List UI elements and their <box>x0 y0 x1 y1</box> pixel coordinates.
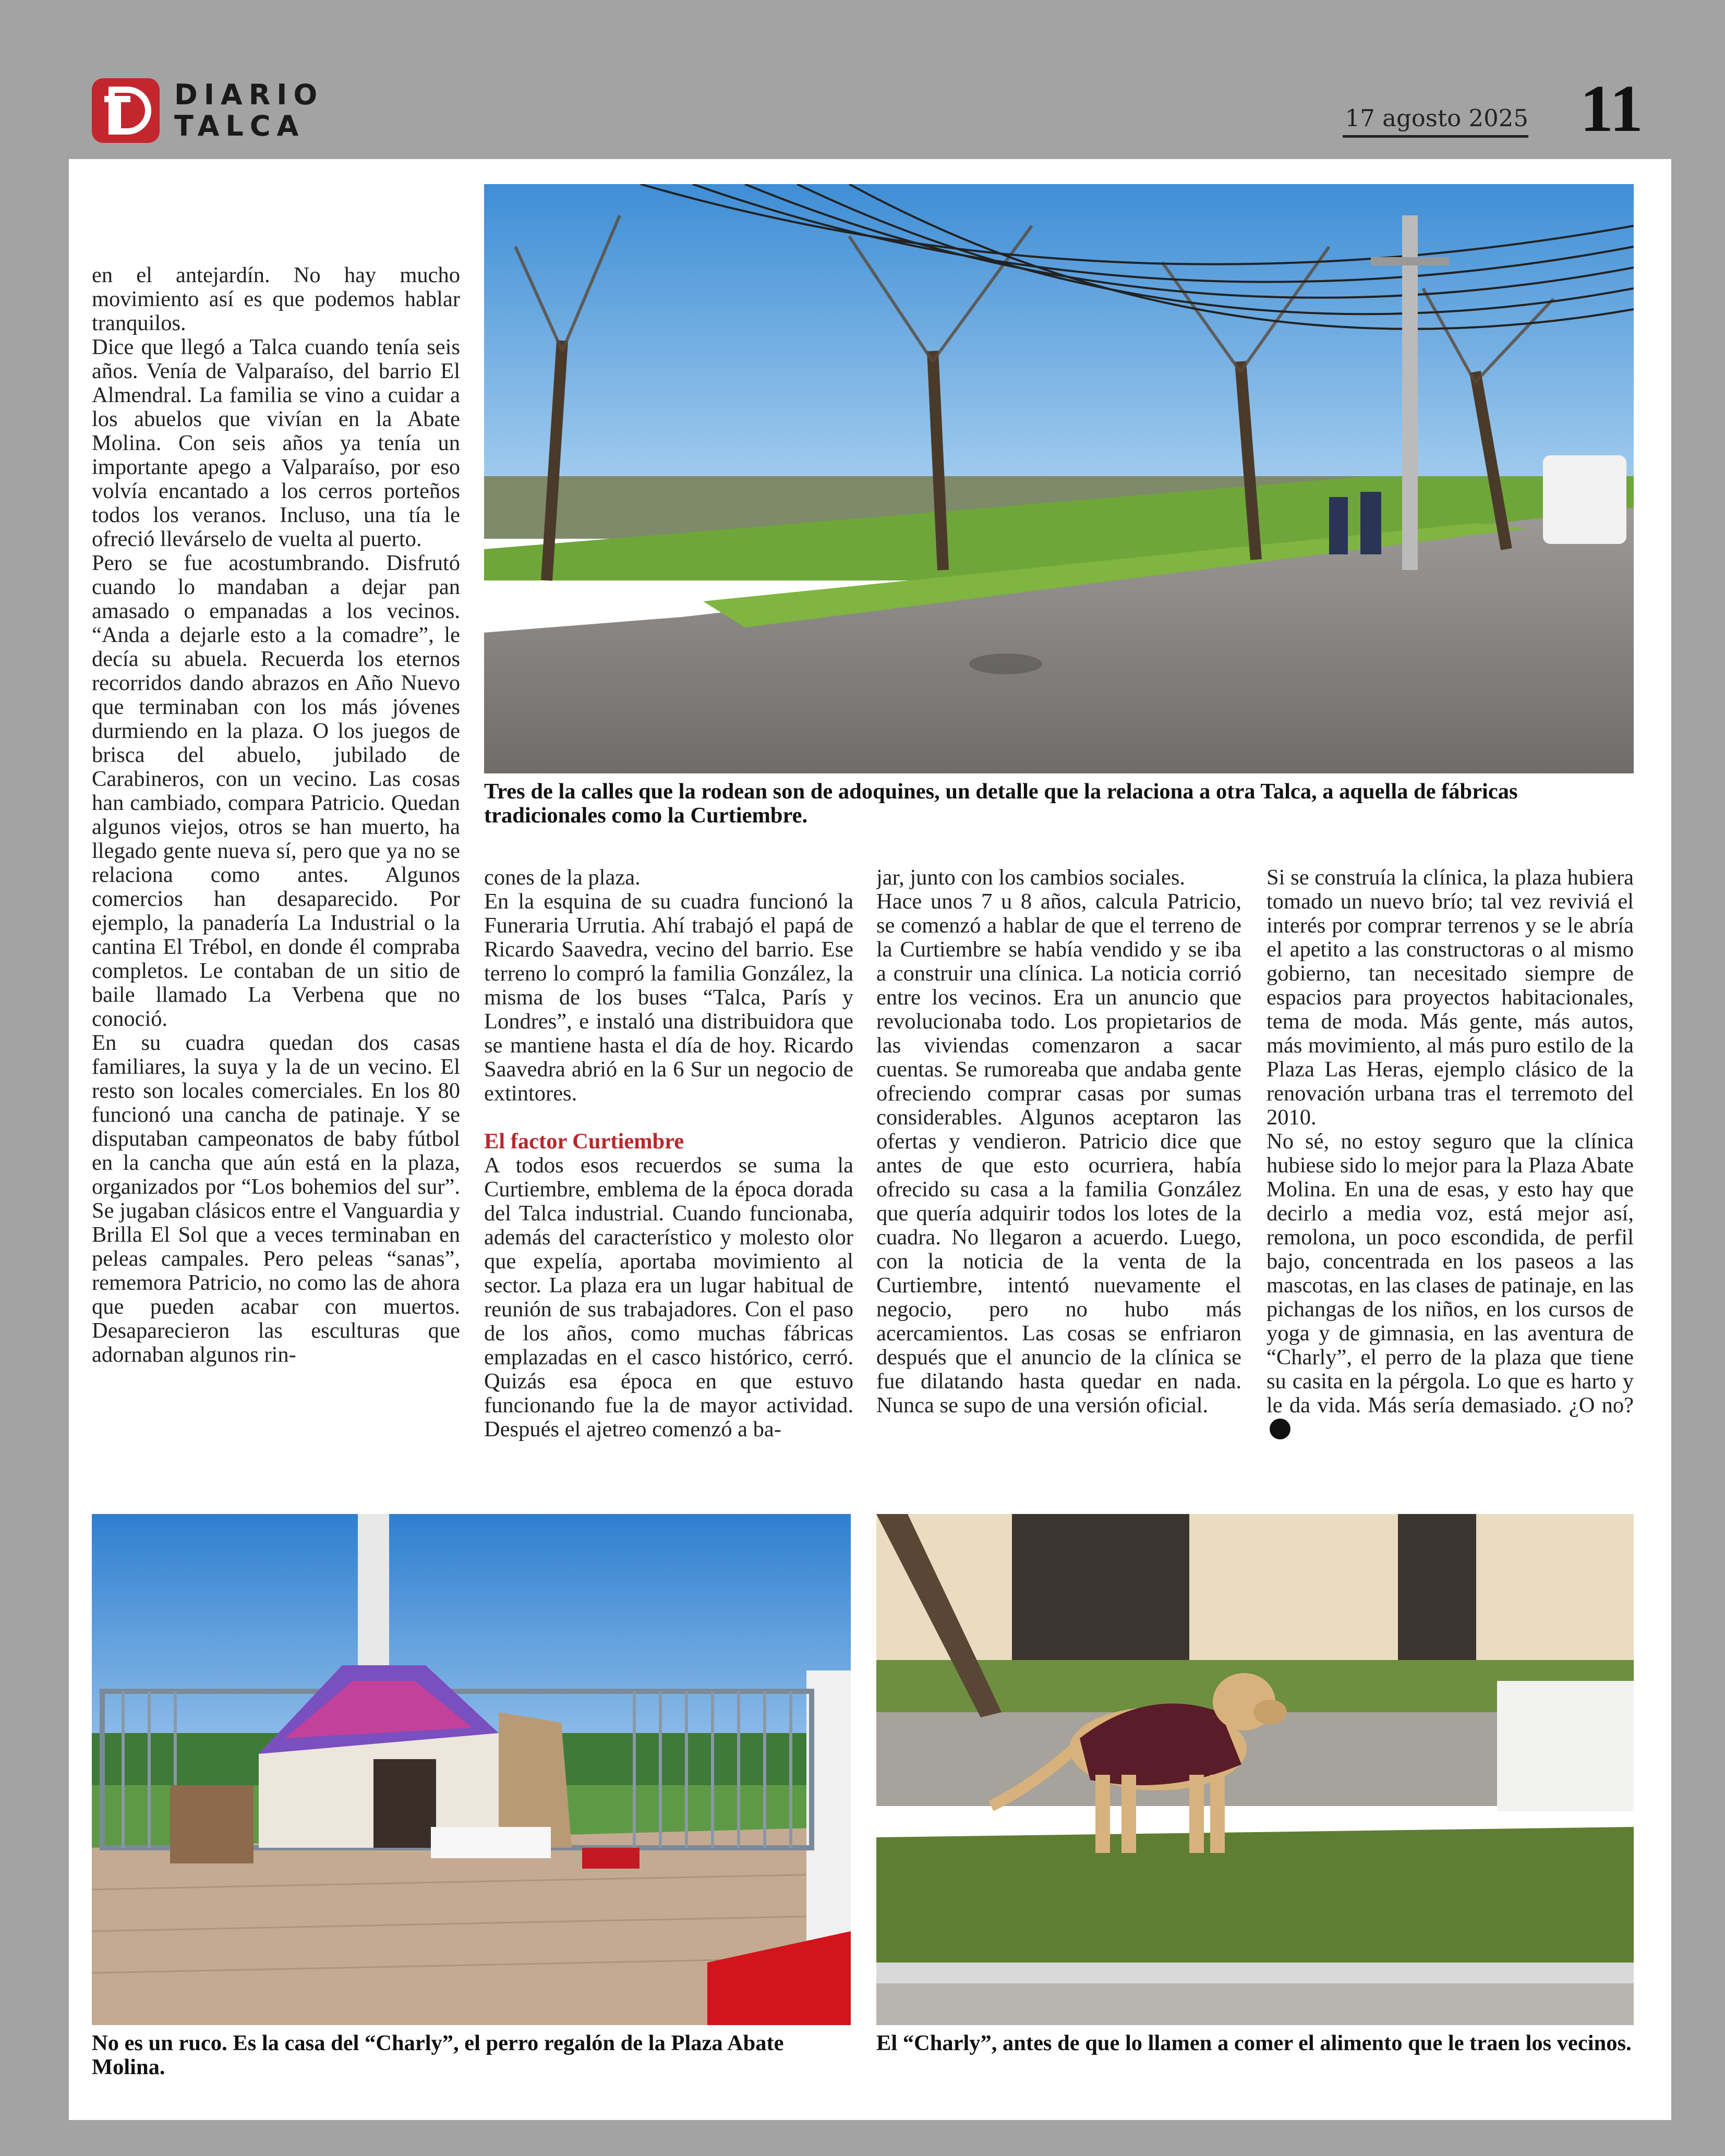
photo-caption-bottom-left: No es un ruco. Es la casa del “Charly”, el perro regalón de la Plaza Abate Molina. <box>92 2031 784 2079</box>
paragraph-text: No sé, no estoy seguro que la clínica hubiese sido lo mejor para la Plaza Abate Molina. En una de esas, y esto hay que decirlo a media voz, está mejor así, remolona, un poco escondida, de perfil bajo, concentrada en los paseos a las mascotas, en las clases de patinaje, en las pichangas de los niños, en los cursos de yoga y de gimnasia, en las aventura de “Charly”, el perro de la plaza que tiene su casita en la pérgola. Lo que es harto y le da vida. Más sería demasiado. ¿O no? <box>1266 1129 1634 1418</box>
paragraph: Si se construía la clínica, la plaza hubiera tomado un nuevo brío; tal vez reviviá el interés por comprar terrenos y se le abría el apetito a las constructoras o al mismo gobierno, tan necesitado siempre de espacios para proyectos habitacionales, tema de moda. Más gente, más autos, más movimiento, al más puro estilo de la Plaza Las Heras, ejemplo clásico de la renovación urbana tras el terremoto del 2010. <box>1266 866 1634 1130</box>
diario-talca-logo-icon <box>92 78 160 143</box>
issue-date: 17 agosto 2025 <box>1343 104 1528 138</box>
newspaper-logo <box>92 78 323 143</box>
photo-caption-bottom-right: El “Charly”, antes de que lo llamen a comer el alimento que le traen los vecinos. <box>876 2031 1632 2055</box>
street-plaza-photo <box>484 184 1634 773</box>
logo-line-2: TALCA <box>174 110 305 142</box>
dog-photo <box>876 1514 1634 2025</box>
paragraph: jar, junto con los cambios sociales. <box>876 866 1185 890</box>
paragraph: Dice que llegó a Talca cuando tenía seis años. Venía de Valparaíso, del barrio El Almendral. La familia se vino a cuidar a los abuelos que vivían en la Abate Molina. Con seis años ya tenía un importante apego a Valparaíso, por eso volvía encantado a los cerros porteños todos los veranos. Incluso, una tía le ofreció llevárselo de vuelta al puerto. <box>92 335 460 551</box>
logo-wordmark <box>174 79 323 142</box>
dog-house-photo <box>92 1514 851 2025</box>
article-column-2 <box>484 866 853 1492</box>
paragraph: En su cuadra quedan dos casas familiares, la suya y la de un vecino. El resto son locales comerciales. En los 80 funcionó una cancha de patinaje. Y se disputaban campeonatos de baby fútbol en la cancha que aún está en la plaza, organizados por “Los bohemios del sur”. Se jugaban clásicos entre el Vanguardia y Brilla El Sol que a veces terminaban en peleas campales. Pero peleas “sanas”, rememora Patricio, no como las de ahora que pueden acabar con muertos. Desaparecieron las esculturas que adornaban algunos rin- <box>92 1031 460 1367</box>
logo-line-1: DIARIO <box>174 78 324 111</box>
end-of-article-icon <box>1270 1419 1290 1439</box>
section-subhead: El factor Curtiembre <box>484 1129 684 1154</box>
article-column-4 <box>1266 866 1634 1502</box>
photo-caption-top: Tres de la calles que la rodean son de adoquines, un detalle que la relaciona a otra Talca, a aquella de fábricas tradicionales como la Curtiembre. <box>484 779 1518 828</box>
article-column-1 <box>92 263 460 1489</box>
paragraph: cones de la plaza. <box>484 866 641 890</box>
paragraph: En la esquina de su cuadra funcionó la Funeraria Urrutia. Ahí trabajó el papá de Ricardo Saavedra, vecino del barrio. Ese terreno lo compró la familia González, la misma de los buses “Talca, París y Londres”, e instaló una distribuidora que se mantiene hasta el día de hoy. Ricardo Saavedra abrió en la 6 Sur un negocio de extintores. <box>484 889 853 1106</box>
paragraph: A todos esos recuerdos se suma la Curtiembre, emblema de la época dorada del Talca industrial. Cuando funcionaba, además del característico y molesto olor que expelía, aportaba movimiento al sector. La plaza era un lugar habitual de reunión de sus trabajadores. Con el paso de los años, como muchas fábricas emplazadas en el casco histórico, cerró. Quizás esa época en que estuvo funcionando fue la de mayor actividad. Después el ajetreo comenzó a ba- <box>484 1153 853 1442</box>
paragraph: en el antejardín. No hay mucho movimiento así es que podemos hablar tranquilos. <box>92 263 460 335</box>
paragraph: Pero se fue acostumbrando. Disfrutó cuando lo mandaban a dejar pan amasado o empanadas a los vecinos. “Anda a dejarle esto a la comadre”, le decía su abuela. Recuerda los eternos recorridos dando abrazos en Año Nuevo que terminaban con los más jóvenes durmiendo en la plaza. O los juegos de brisca del abuelo, jubilado de Carabineros, con un vecino. Las cosas han cambiado, compara Patricio. Quedan algunos viejos, otros se han muerto, ha llegado gente nueva sí, pero que ya no se relaciona como antes. Algunos comercios han desaparecido. Por ejemplo, la panadería La Industrial o la cantina El Trébol, en donde él compraba completos. Le contaban de un sitio de baile llamado La Verbena que no conoció. <box>92 551 460 1031</box>
page-number: 11 <box>1580 71 1643 146</box>
paragraph <box>1266 1130 1634 1442</box>
article-column-3 <box>876 866 1241 1492</box>
paragraph: Hace unos 7 u 8 años, calcula Patricio, se comenzó a hablar de que el terreno de la Curtiembre se había vendido y se iba a construir una clínica. La noticia corrió entre los vecinos. Era un anuncio que revolucionaba todo. Los propietarios de las viviendas comenzaron a sacar cuentas. Se rumoreaba que andaba gente ofreciendo comprar casas por sumas considerables. Algunos aceptaron las ofertas y vendieron. Patricio dice que antes de que esto ocurriera, había ofrecido su casa a la familia González que quería adquirir todos los lotes de la cuadra. No llegaron a acuerdo. Luego, con la noticia de la venta de la Curtiembre, intentó nuevamente el negocio, pero no hubo más acercamientos. Las cosas se enfriaron después que el anuncio de la clínica se fue dilatando hasta quedar en nada. Nunca se supo de una versión oficial. <box>876 889 1241 1418</box>
